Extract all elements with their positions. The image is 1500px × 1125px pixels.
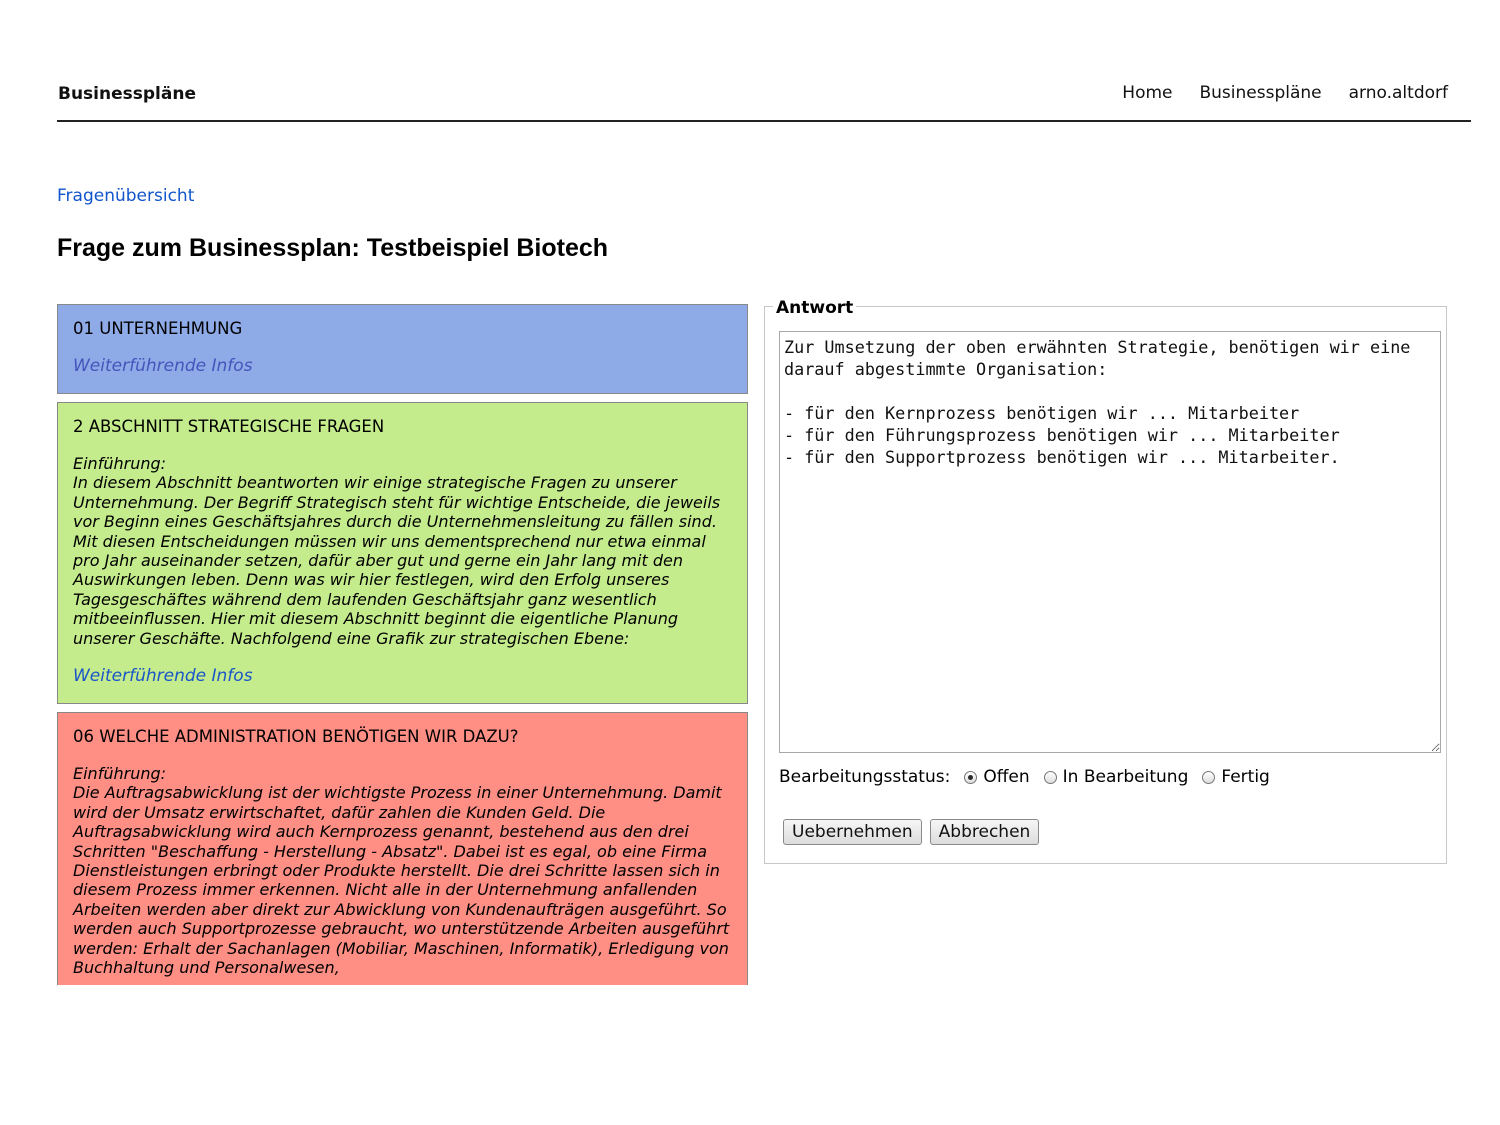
question-intro: [73, 454, 732, 648]
intro-label: Einführung:: [73, 454, 167, 473]
intro-label: Einführung:: [73, 764, 167, 783]
status-option-in-bearbeitung[interactable]: [1044, 767, 1189, 787]
nav-home[interactable]: Home: [1122, 83, 1173, 103]
top-nav: [1122, 83, 1448, 103]
status-option-label: Fertig: [1221, 767, 1270, 787]
question-card-strategische-fragen: [57, 402, 748, 704]
intro-text: In diesem Abschnitt beantworten wir einige strategische Fragen zu unserer Unternehmung. Der Begriff Strategisch steht für wichtige Entscheide, die jeweils vor Beginn eines Geschäftsjahres durch die Unternehmensleitung zu fällen sind. Mit diesen Entscheidungen müssen wir uns dementsprechend nur etwa einmal pro Jahr auseinander setzen, dafür aber gut und gerne ein Jahr lang mit den Auswirkungen leben. Denn was wir hier festlegen, wird den Erfolg unseres Tagesgeschäftes während dem laufenden Geschäftsjahr ganz wesentlich mitbeeinflussen. Hier mit diesem Abschnitt beginnt die eigentliche Planung unserer Geschäfte. Nachfolgend eine Grafik zur strategischen Ebene:: [73, 473, 721, 648]
answer-legend: Antwort: [773, 298, 856, 318]
more-info-link[interactable]: Weiterführende Infos: [73, 666, 253, 687]
status-label: Bearbeitungsstatus:: [779, 767, 951, 787]
brand-title[interactable]: Businesspläne: [58, 84, 196, 104]
question-list: [57, 304, 748, 985]
answer-fieldset: [764, 298, 1447, 864]
nav-user[interactable]: arno.altdorf: [1348, 83, 1448, 103]
question-intro: [73, 764, 732, 977]
nav-businessplaene[interactable]: Businesspläne: [1199, 83, 1322, 103]
answer-textarea[interactable]: [779, 331, 1441, 753]
status-option-label: In Bearbeitung: [1062, 767, 1189, 787]
question-title: 01 UNTERNEHMUNG: [73, 319, 243, 338]
cancel-button[interactable]: Abbrechen: [930, 819, 1040, 845]
question-card-unternehmung: [57, 304, 748, 394]
question-title: 06 WELCHE ADMINISTRATION BENÖTIGEN WIR DAZU?: [73, 727, 519, 746]
radio-fertig[interactable]: [1202, 771, 1215, 784]
more-info-link[interactable]: Weiterführende Infos: [73, 356, 253, 376]
breadcrumb-question-overview[interactable]: Fragenübersicht: [57, 186, 195, 206]
question-card-administration: [57, 712, 748, 985]
top-header: [57, 80, 1471, 122]
intro-text: Die Auftragsabwicklung ist der wichtigste Prozess in einer Unternehmung. Damit wird der Umsatz erwirtschaftet, dafür zahlen die Kunden Geld. Die Auftragsabwicklung wird auch Kernprozess genannt, bestehend aus den drei Schritten "Beschaffung - Herstellung - Absatz". Dabei ist es egal, ob eine Firma Dienstleistungen erbringt oder Produkte herstellt. Die drei Schritte lassen sich in diesem Prozess immer erkennen. Nicht alle in der Unternehmung anfallenden Arbeiten werden aber direkt zur Abwicklung von Kundenaufträgen ausgeführt. So werden auch Supportprozesse gebraucht, wo unterstützende Arbeiten ausgeführt werden: Erhalt der Sachanlagen (Mobiliar, Maschinen, Informatik), Erledigung von Buchhaltung und Personalwesen,: [73, 783, 730, 978]
status-option-fertig[interactable]: [1202, 767, 1269, 787]
status-option-offen[interactable]: [964, 767, 1029, 787]
submit-button[interactable]: Uebernehmen: [783, 819, 922, 845]
radio-in-bearbeitung[interactable]: [1044, 771, 1057, 784]
radio-offen[interactable]: [964, 771, 977, 784]
form-buttons: [783, 819, 1039, 845]
status-radio-group: [779, 767, 1270, 787]
page-title: Frage zum Businessplan: Testbeispiel Biotech: [57, 234, 609, 262]
question-title: 2 ABSCHNITT STRATEGISCHE FRAGEN: [73, 417, 385, 436]
status-option-label: Offen: [983, 767, 1030, 787]
